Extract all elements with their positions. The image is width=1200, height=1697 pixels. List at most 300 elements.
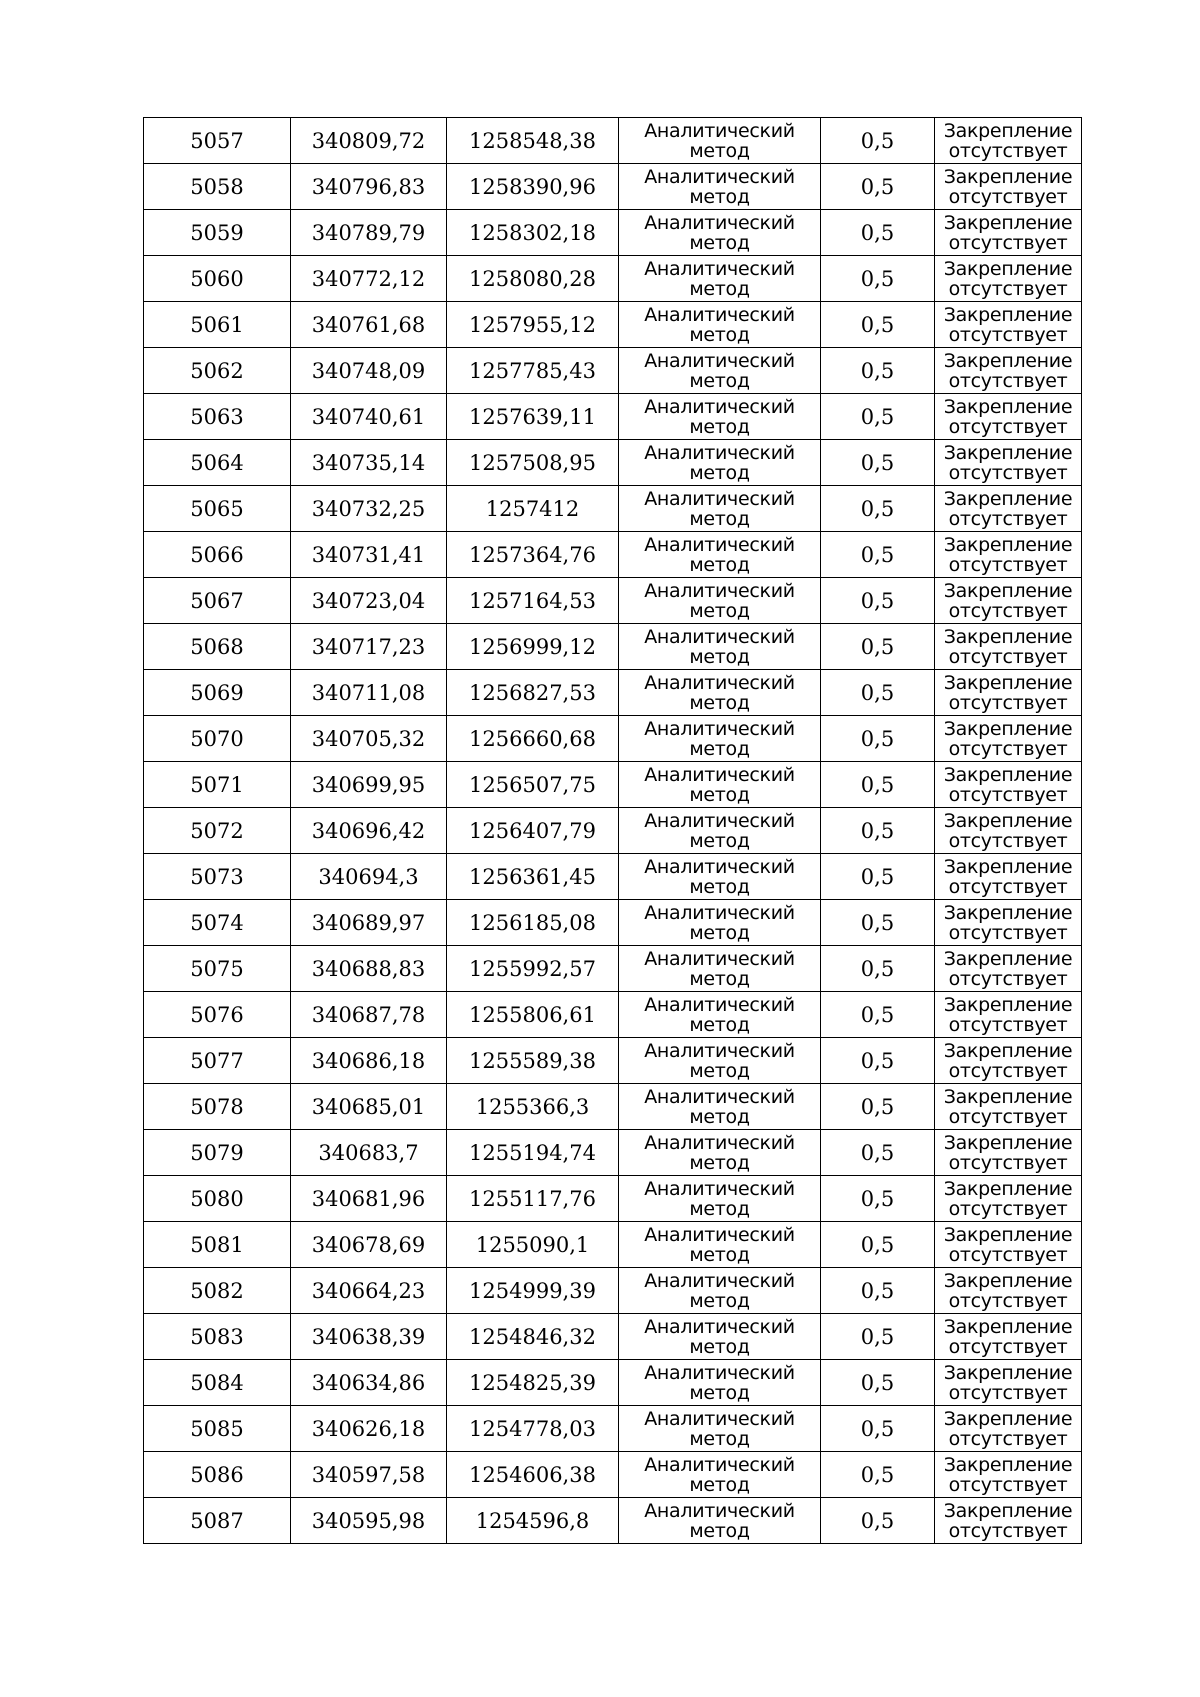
accuracy-cell [821,532,935,578]
accuracy-cell [821,1498,935,1544]
y-coordinate-cell [447,1360,619,1406]
accuracy-cell-text: 0,5 [860,1278,895,1303]
table-row [144,992,1082,1038]
y-coordinate-cell [447,1314,619,1360]
method-cell [619,624,821,670]
table-body [144,118,1082,1544]
y-coordinate-cell-text: 1254778,03 [469,1416,596,1441]
x-coordinate-cell [291,808,447,854]
method-cell-text: Аналитический метод [644,1315,795,1358]
y-coordinate-cell-text: 1258302,18 [469,220,596,245]
y-coordinate-cell [447,1038,619,1084]
x-coordinate-cell [291,578,447,624]
x-coordinate-cell [291,900,447,946]
point-number-cell [144,1084,291,1130]
accuracy-cell [821,1406,935,1452]
y-coordinate-cell [447,1498,619,1544]
point-number-cell [144,394,291,440]
accuracy-cell-text: 0,5 [860,588,895,613]
fixing-cell [935,578,1082,624]
table-row [144,394,1082,440]
fixing-cell-text: Закрепление отсутствует [943,349,1073,392]
point-number-cell [144,578,291,624]
point-number-cell [144,1452,291,1498]
x-coordinate-cell [291,486,447,532]
accuracy-cell-text: 0,5 [860,634,895,659]
y-coordinate-cell [447,1268,619,1314]
fixing-cell [935,440,1082,486]
fixing-cell-text: Закрепление отсутствует [943,1085,1073,1128]
point-number-cell-text: 5082 [190,1278,244,1303]
y-coordinate-cell-text: 1255992,57 [469,956,596,981]
method-cell [619,1038,821,1084]
method-cell [619,348,821,394]
table-row [144,210,1082,256]
accuracy-cell [821,348,935,394]
fixing-cell-text: Закрепление отсутствует [943,1039,1073,1082]
x-coordinate-cell-text: 340634,86 [311,1370,426,1395]
x-coordinate-cell-text: 340683,7 [318,1140,419,1165]
y-coordinate-cell-text: 1255090,1 [475,1232,590,1257]
fixing-cell-text: Закрепление отсутствует [943,901,1073,944]
fixing-cell-text: Закрепление отсутствует [943,671,1073,714]
y-coordinate-cell-text: 1257364,76 [469,542,596,567]
table-row [144,900,1082,946]
method-cell [619,532,821,578]
accuracy-cell-text: 0,5 [860,818,895,843]
fixing-cell [935,1084,1082,1130]
fixing-cell-text: Закрепление отсутствует [943,211,1073,254]
y-coordinate-cell [447,946,619,992]
y-coordinate-cell [447,670,619,716]
fixing-cell-text: Закрепление отсутствует [943,763,1073,806]
point-number-cell-text: 5085 [190,1416,244,1441]
accuracy-cell [821,440,935,486]
table-row [144,1498,1082,1544]
x-coordinate-cell-text: 340772,12 [311,266,426,291]
method-cell [619,670,821,716]
x-coordinate-cell [291,532,447,578]
fixing-cell [935,1498,1082,1544]
x-coordinate-cell [291,1452,447,1498]
point-number-cell [144,1176,291,1222]
y-coordinate-cell [447,1222,619,1268]
x-coordinate-cell-text: 340731,41 [311,542,426,567]
point-number-cell-text: 5083 [190,1324,244,1349]
accuracy-cell-text: 0,5 [860,726,895,751]
table-row [144,1222,1082,1268]
fixing-cell-text: Закрепление отсутствует [943,1453,1073,1496]
x-coordinate-cell-text: 340664,23 [311,1278,426,1303]
accuracy-cell-text: 0,5 [860,1232,895,1257]
y-coordinate-cell-text: 1256361,45 [469,864,596,889]
x-coordinate-cell-text: 340686,18 [311,1048,426,1073]
accuracy-cell [821,992,935,1038]
method-cell-text: Аналитический метод [644,1223,795,1266]
method-cell-text: Аналитический метод [644,579,795,622]
x-coordinate-cell [291,118,447,164]
table-row [144,302,1082,348]
accuracy-cell [821,762,935,808]
method-cell-text: Аналитический метод [644,533,795,576]
accuracy-cell-text: 0,5 [860,1462,895,1487]
method-cell [619,164,821,210]
y-coordinate-cell-text: 1255589,38 [469,1048,596,1073]
accuracy-cell [821,1314,935,1360]
accuracy-cell [821,394,935,440]
y-coordinate-cell-text: 1255194,74 [469,1140,596,1165]
method-cell-text: Аналитический метод [644,763,795,806]
coordinates-table [143,117,1082,1544]
table-row [144,716,1082,762]
x-coordinate-cell [291,256,447,302]
accuracy-cell [821,670,935,716]
point-number-cell [144,1222,291,1268]
y-coordinate-cell-text: 1258080,28 [469,266,596,291]
x-coordinate-cell [291,210,447,256]
x-coordinate-cell-text: 340681,96 [311,1186,426,1211]
y-coordinate-cell [447,1406,619,1452]
table-row [144,1314,1082,1360]
accuracy-cell-text: 0,5 [860,1048,895,1073]
fixing-cell [935,624,1082,670]
fixing-cell-text: Закрепление отсутствует [943,855,1073,898]
accuracy-cell [821,1176,935,1222]
method-cell [619,992,821,1038]
method-cell-text: Аналитический метод [644,1407,795,1450]
x-coordinate-cell-text: 340796,83 [311,174,426,199]
point-number-cell [144,348,291,394]
table-row [144,1360,1082,1406]
y-coordinate-cell-text: 1255117,76 [469,1186,596,1211]
y-coordinate-cell [447,1130,619,1176]
method-cell [619,578,821,624]
accuracy-cell [821,854,935,900]
method-cell [619,1176,821,1222]
point-number-cell-text: 5075 [190,956,244,981]
method-cell [619,1406,821,1452]
accuracy-cell [821,256,935,302]
point-number-cell-text: 5063 [190,404,244,429]
table-row [144,1452,1082,1498]
fixing-cell [935,1130,1082,1176]
y-coordinate-cell [447,486,619,532]
table-row [144,946,1082,992]
method-cell [619,1084,821,1130]
accuracy-cell [821,1222,935,1268]
y-coordinate-cell-text: 1257164,53 [469,588,596,613]
method-cell [619,854,821,900]
accuracy-cell [821,210,935,256]
y-coordinate-cell-text: 1256660,68 [469,726,596,751]
method-cell [619,1314,821,1360]
x-coordinate-cell [291,1084,447,1130]
table-row [144,624,1082,670]
y-coordinate-cell-text: 1258548,38 [469,128,596,153]
point-number-cell-text: 5064 [190,450,244,475]
method-cell [619,716,821,762]
y-coordinate-cell [447,394,619,440]
x-coordinate-cell-text: 340717,23 [311,634,426,659]
x-coordinate-cell-text: 340685,01 [311,1094,426,1119]
y-coordinate-cell [447,1452,619,1498]
point-number-cell [144,440,291,486]
method-cell-text: Аналитический метод [644,1085,795,1128]
point-number-cell [144,486,291,532]
fixing-cell-text: Закрепление отсутствует [943,809,1073,852]
method-cell-text: Аналитический метод [644,1039,795,1082]
accuracy-cell [821,946,935,992]
y-coordinate-cell-text: 1254606,38 [469,1462,596,1487]
method-cell-text: Аналитический метод [644,257,795,300]
x-coordinate-cell [291,1406,447,1452]
y-coordinate-cell-text: 1255806,61 [469,1002,596,1027]
x-coordinate-cell-text: 340595,98 [311,1508,426,1533]
method-cell-text: Аналитический метод [644,1131,795,1174]
method-cell-text: Аналитический метод [644,441,795,484]
x-coordinate-cell [291,1038,447,1084]
fixing-cell-text: Закрепление отсутствует [943,1499,1073,1542]
method-cell-text: Аналитический метод [644,1269,795,1312]
y-coordinate-cell [447,762,619,808]
accuracy-cell-text: 0,5 [860,174,895,199]
point-number-cell-text: 5076 [190,1002,244,1027]
method-cell-text: Аналитический метод [644,1177,795,1220]
point-number-cell [144,1406,291,1452]
point-number-cell [144,1268,291,1314]
x-coordinate-cell-text: 340597,58 [311,1462,426,1487]
x-coordinate-cell-text: 340678,69 [311,1232,426,1257]
method-cell-text: Аналитический метод [644,1361,795,1404]
method-cell-text: Аналитический метод [644,1499,795,1542]
method-cell [619,118,821,164]
x-coordinate-cell-text: 340626,18 [311,1416,426,1441]
table-row [144,1406,1082,1452]
fixing-cell-text: Закрепление отсутствует [943,947,1073,990]
y-coordinate-cell [447,532,619,578]
x-coordinate-cell-text: 340735,14 [311,450,426,475]
table-row [144,348,1082,394]
fixing-cell-text: Закрепление отсутствует [943,487,1073,530]
point-number-cell [144,1314,291,1360]
y-coordinate-cell [447,440,619,486]
fixing-cell [935,1038,1082,1084]
method-cell-text: Аналитический метод [644,119,795,162]
fixing-cell [935,256,1082,302]
y-coordinate-cell-text: 1254825,39 [469,1370,596,1395]
point-number-cell-text: 5072 [190,818,244,843]
accuracy-cell-text: 0,5 [860,220,895,245]
table-row [144,164,1082,210]
accuracy-cell [821,900,935,946]
point-number-cell [144,1130,291,1176]
point-number-cell [144,854,291,900]
x-coordinate-cell-text: 340687,78 [311,1002,426,1027]
fixing-cell-text: Закрепление отсутствует [943,441,1073,484]
fixing-cell-text: Закрепление отсутствует [943,303,1073,346]
method-cell [619,1452,821,1498]
accuracy-cell-text: 0,5 [860,1370,895,1395]
x-coordinate-cell [291,762,447,808]
fixing-cell-text: Закрепление отсутствует [943,1177,1073,1220]
y-coordinate-cell-text: 1256507,75 [469,772,596,797]
accuracy-cell-text: 0,5 [860,128,895,153]
fixing-cell-text: Закрепление отсутствует [943,119,1073,162]
accuracy-cell [821,578,935,624]
x-coordinate-cell [291,1268,447,1314]
y-coordinate-cell [447,716,619,762]
table-row [144,854,1082,900]
method-cell-text: Аналитический метод [644,303,795,346]
y-coordinate-cell [447,578,619,624]
point-number-cell-text: 5068 [190,634,244,659]
accuracy-cell-text: 0,5 [860,1324,895,1349]
y-coordinate-cell-text: 1257785,43 [469,358,596,383]
y-coordinate-cell-text: 1255366,3 [475,1094,590,1119]
point-number-cell [144,1498,291,1544]
fixing-cell-text: Закрепление отсутствует [943,1407,1073,1450]
accuracy-cell-text: 0,5 [860,1186,895,1211]
fixing-cell [935,394,1082,440]
point-number-cell-text: 5066 [190,542,244,567]
x-coordinate-cell-text: 340761,68 [311,312,426,337]
fixing-cell-text: Закрепление отсутствует [943,1315,1073,1358]
fixing-cell [935,762,1082,808]
fixing-cell [935,1360,1082,1406]
point-number-cell [144,1360,291,1406]
point-number-cell [144,900,291,946]
method-cell-text: Аналитический метод [644,671,795,714]
fixing-cell [935,118,1082,164]
table-row [144,1084,1082,1130]
accuracy-cell [821,1038,935,1084]
accuracy-cell-text: 0,5 [860,910,895,935]
y-coordinate-cell-text: 1257508,95 [469,450,596,475]
point-number-cell-text: 5060 [190,266,244,291]
method-cell-text: Аналитический метод [644,901,795,944]
accuracy-cell-text: 0,5 [860,1140,895,1165]
y-coordinate-cell [447,302,619,348]
y-coordinate-cell [447,624,619,670]
y-coordinate-cell [447,808,619,854]
x-coordinate-cell-text: 340809,72 [311,128,426,153]
x-coordinate-cell-text: 340732,25 [311,496,426,521]
accuracy-cell [821,808,935,854]
accuracy-cell-text: 0,5 [860,1094,895,1119]
y-coordinate-cell-text: 1257412 [485,496,580,521]
method-cell [619,486,821,532]
point-number-cell [144,210,291,256]
x-coordinate-cell-text: 340748,09 [311,358,426,383]
accuracy-cell [821,302,935,348]
y-coordinate-cell-text: 1258390,96 [469,174,596,199]
method-cell [619,900,821,946]
accuracy-cell-text: 0,5 [860,450,895,475]
x-coordinate-cell [291,1130,447,1176]
table-row [144,1268,1082,1314]
x-coordinate-cell [291,854,447,900]
table-row [144,256,1082,302]
method-cell [619,1268,821,1314]
y-coordinate-cell [447,348,619,394]
fixing-cell [935,1268,1082,1314]
fixing-cell-text: Закрепление отсутствует [943,1131,1073,1174]
y-coordinate-cell [447,992,619,1038]
point-number-cell-text: 5069 [190,680,244,705]
accuracy-cell [821,118,935,164]
fixing-cell [935,900,1082,946]
x-coordinate-cell [291,946,447,992]
fixing-cell [935,486,1082,532]
accuracy-cell-text: 0,5 [860,266,895,291]
fixing-cell [935,716,1082,762]
accuracy-cell-text: 0,5 [860,772,895,797]
point-number-cell-text: 5087 [190,1508,244,1533]
fixing-cell-text: Закрепление отсутствует [943,1223,1073,1266]
accuracy-cell-text: 0,5 [860,496,895,521]
x-coordinate-cell [291,164,447,210]
accuracy-cell [821,1360,935,1406]
point-number-cell-text: 5067 [190,588,244,613]
table-row [144,1176,1082,1222]
table-row [144,808,1082,854]
fixing-cell [935,302,1082,348]
x-coordinate-cell [291,394,447,440]
y-coordinate-cell [447,1084,619,1130]
fixing-cell-text: Закрепление отсутствует [943,165,1073,208]
point-number-cell-text: 5084 [190,1370,244,1395]
fixing-cell-text: Закрепление отсутствует [943,257,1073,300]
fixing-cell-text: Закрепление отсутствует [943,579,1073,622]
y-coordinate-cell-text: 1256827,53 [469,680,596,705]
fixing-cell [935,854,1082,900]
x-coordinate-cell-text: 340688,83 [311,956,426,981]
accuracy-cell-text: 0,5 [860,1416,895,1441]
y-coordinate-cell-text: 1254999,39 [469,1278,596,1303]
accuracy-cell-text: 0,5 [860,1002,895,1027]
point-number-cell-text: 5079 [190,1140,244,1165]
x-coordinate-cell-text: 340638,39 [311,1324,426,1349]
point-number-cell [144,808,291,854]
point-number-cell [144,164,291,210]
fixing-cell-text: Закрепление отсутствует [943,993,1073,1036]
y-coordinate-cell [447,118,619,164]
point-number-cell [144,256,291,302]
fixing-cell [935,164,1082,210]
method-cell [619,302,821,348]
point-number-cell [144,624,291,670]
x-coordinate-cell [291,716,447,762]
accuracy-cell-text: 0,5 [860,956,895,981]
fixing-cell-text: Закрепление отсутствует [943,717,1073,760]
accuracy-cell [821,1452,935,1498]
x-coordinate-cell-text: 340705,32 [311,726,426,751]
accuracy-cell-text: 0,5 [860,312,895,337]
fixing-cell-text: Закрепление отсутствует [943,1269,1073,1312]
point-number-cell-text: 5081 [190,1232,244,1257]
accuracy-cell [821,164,935,210]
table-row [144,578,1082,624]
fixing-cell [935,348,1082,394]
x-coordinate-cell [291,992,447,1038]
point-number-cell [144,762,291,808]
method-cell [619,946,821,992]
method-cell-text: Аналитический метод [644,165,795,208]
y-coordinate-cell [447,164,619,210]
accuracy-cell [821,1084,935,1130]
method-cell-text: Аналитический метод [644,809,795,852]
fixing-cell [935,808,1082,854]
